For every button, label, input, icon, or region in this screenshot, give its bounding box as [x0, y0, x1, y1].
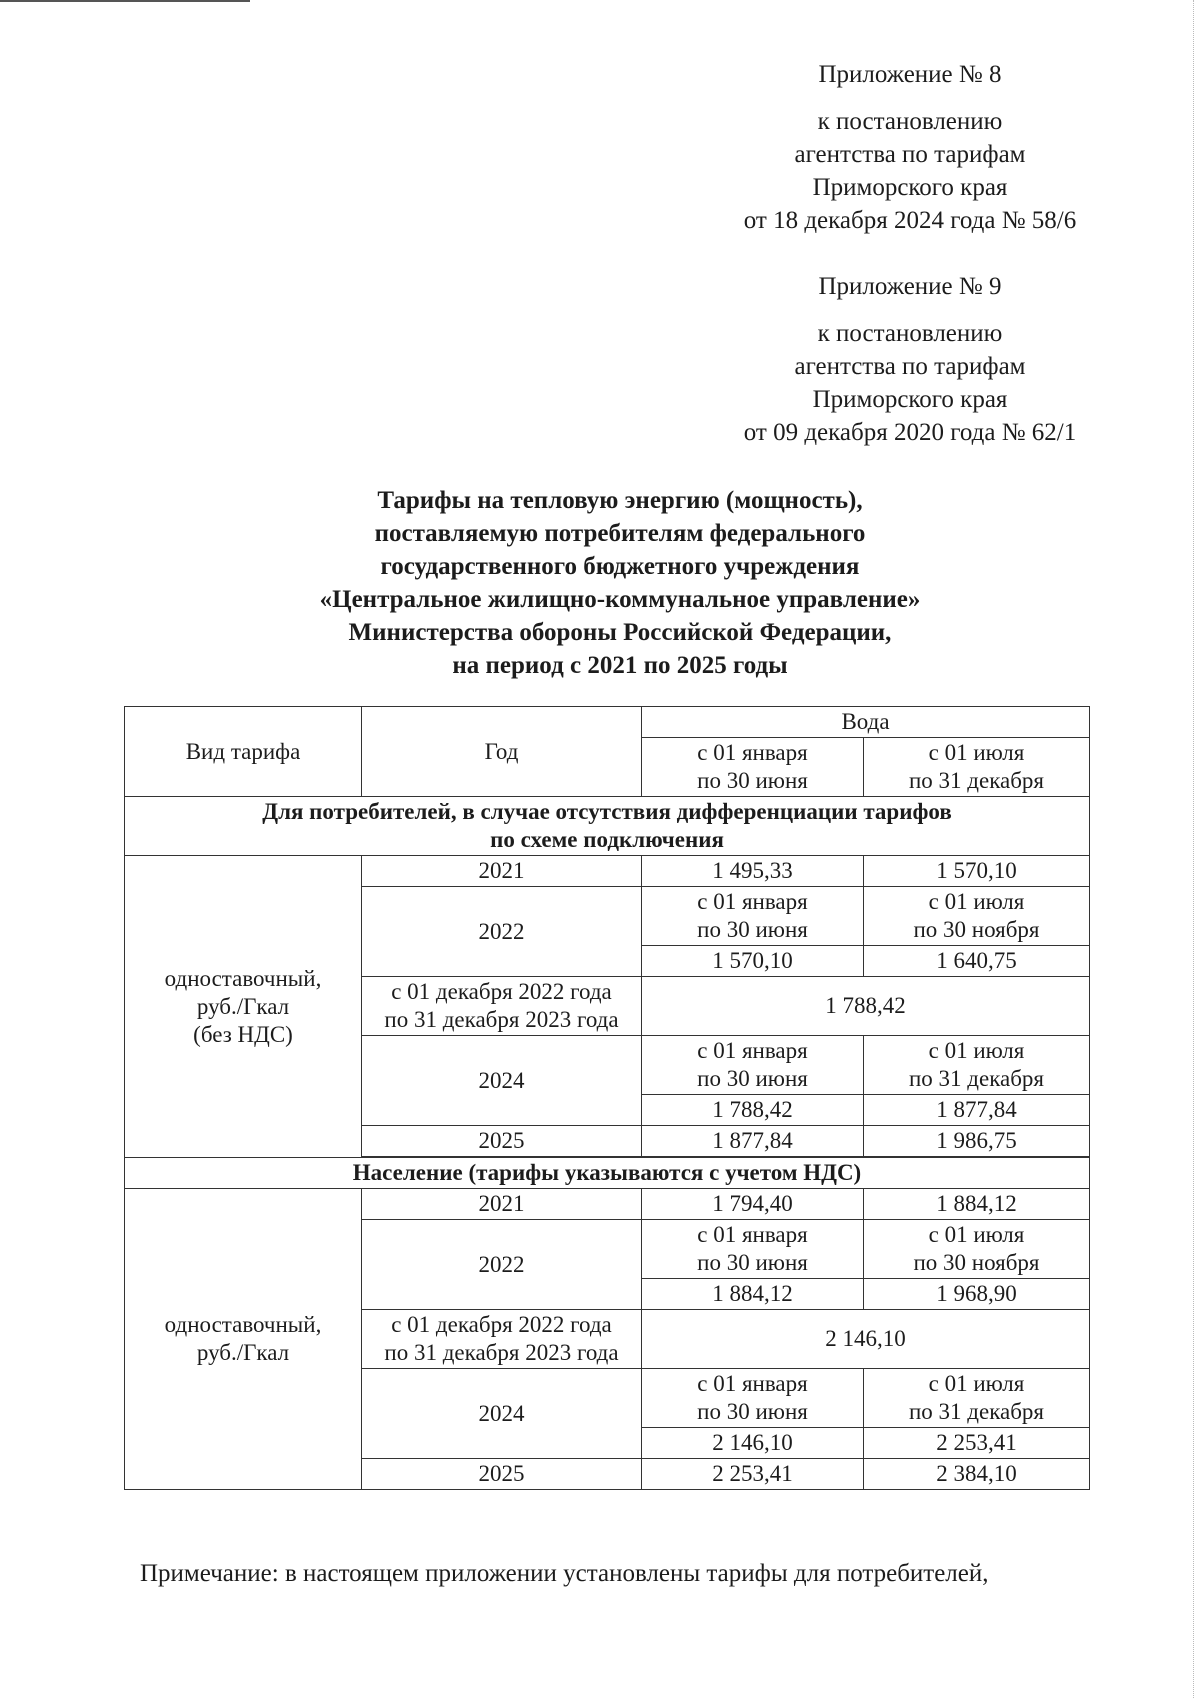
appendix-9-title: Приложение № 9 — [818, 273, 1002, 300]
section-header — [125, 797, 1090, 856]
value-cell: 1 877,84 — [864, 1095, 1090, 1126]
appendix-8-line: агентства по тарифам — [794, 141, 1026, 168]
value-cell: 1 788,42 — [642, 977, 1090, 1036]
document-title — [140, 484, 1100, 682]
value-cell: 1 570,10 — [642, 946, 864, 977]
appendix-9-line: к постановлению — [817, 320, 1003, 347]
year-cell: 2025 — [362, 1126, 642, 1157]
appendix-9-line: Приморского края — [812, 386, 1008, 413]
table-row — [125, 856, 1090, 887]
year-cell: 2024 — [362, 1369, 642, 1459]
header-water: Вода — [642, 707, 1090, 738]
header-period-2: с 01 июля по 31 декабря — [864, 738, 1090, 797]
year-cell: 2022 — [362, 1220, 642, 1310]
value-cell: 1 968,90 — [864, 1279, 1090, 1310]
period-cell: с 01 января по 30 июня — [642, 887, 864, 946]
title-line: «Центральное жилищно-коммунальное управление» — [319, 586, 921, 613]
year-cell: 2022 — [362, 887, 642, 977]
header-year: Год — [362, 707, 642, 797]
period-cell: с 01 января по 30 июня — [642, 1369, 864, 1428]
appendix-9-block — [660, 270, 1160, 449]
appendix-8-block — [660, 58, 1160, 237]
header-row — [125, 707, 1090, 738]
section-header — [125, 1158, 1090, 1189]
appendix-8-line: к постановлению — [817, 108, 1003, 135]
title-line: Министерства обороны Российской Федерации, — [348, 619, 892, 646]
value-cell: 2 253,41 — [864, 1428, 1090, 1459]
appendix-8-line: от 18 декабря 2024 года № 58/6 — [743, 207, 1077, 234]
period-cell: с 01 июля по 31 декабря — [864, 1369, 1090, 1428]
tariff-kind-cell: одноставочный, руб./Гкал (без НДС) — [125, 856, 362, 1158]
section-1-title: Для потребителей, в случае отсутствия дифференциации тарифов по схеме подключения — [125, 797, 1090, 856]
period-cell: с 01 июля по 30 ноября — [864, 887, 1090, 946]
header-tariff-type: Вид тарифа — [125, 707, 362, 797]
value-cell: 1 884,12 — [642, 1279, 864, 1310]
value-cell: 2 384,10 — [864, 1459, 1090, 1490]
title-line: государственного бюджетного учреждения — [380, 553, 860, 580]
table-row — [125, 1189, 1090, 1220]
note-text: Примечание: в настоящем приложении установлены тарифы для потребителей, — [140, 1560, 989, 1587]
year-cell: 2021 — [362, 1189, 642, 1220]
value-cell: 1 495,33 — [642, 856, 864, 887]
value-cell: 2 146,10 — [642, 1428, 864, 1459]
header-period-1: с 01 января по 30 июня — [642, 738, 864, 797]
value-cell: 1 640,75 — [864, 946, 1090, 977]
value-cell: 1 570,10 — [864, 856, 1090, 887]
year-cell: 2021 — [362, 856, 642, 887]
period-cell: с 01 июля по 31 декабря — [864, 1036, 1090, 1095]
year-cell: 2024 — [362, 1036, 642, 1126]
period-cell: с 01 декабря 2022 года по 31 декабря 2023 года — [362, 1310, 642, 1369]
appendix-8-line: Приморского края — [812, 174, 1008, 201]
scan-edge — [0, 0, 250, 2]
period-cell: с 01 января по 30 июня — [642, 1036, 864, 1095]
value-cell: 2 253,41 — [642, 1459, 864, 1490]
appendix-9-line: агентства по тарифам — [794, 353, 1026, 380]
year-cell: 2025 — [362, 1459, 642, 1490]
appendix-8-title: Приложение № 8 — [818, 61, 1002, 88]
section-2-title: Население (тарифы указываются с учетом НДС) — [125, 1158, 1090, 1189]
value-cell: 1 877,84 — [642, 1126, 864, 1157]
value-cell: 1 788,42 — [642, 1095, 864, 1126]
value-cell: 1 884,12 — [864, 1189, 1090, 1220]
period-cell: с 01 декабря 2022 года по 31 декабря 2023 года — [362, 977, 642, 1036]
title-line: поставляемую потребителям федерального — [374, 520, 866, 547]
title-line: Тарифы на тепловую энергию (мощность), — [377, 487, 863, 514]
appendix-9-line: от 09 декабря 2020 года № 62/1 — [743, 419, 1077, 446]
tariff-kind-cell: одноставочный, руб./Гкал — [125, 1189, 362, 1490]
value-cell: 2 146,10 — [642, 1310, 1090, 1369]
period-cell: с 01 июля по 30 ноября — [864, 1220, 1090, 1279]
period-cell: с 01 января по 30 июня — [642, 1220, 864, 1279]
scan-edge-right — [1192, 0, 1194, 1698]
value-cell: 1 986,75 — [864, 1126, 1090, 1157]
value-cell: 1 794,40 — [642, 1189, 864, 1220]
tariffs-table — [124, 706, 1090, 1490]
title-line: на период с 2021 по 2025 годы — [452, 652, 788, 679]
